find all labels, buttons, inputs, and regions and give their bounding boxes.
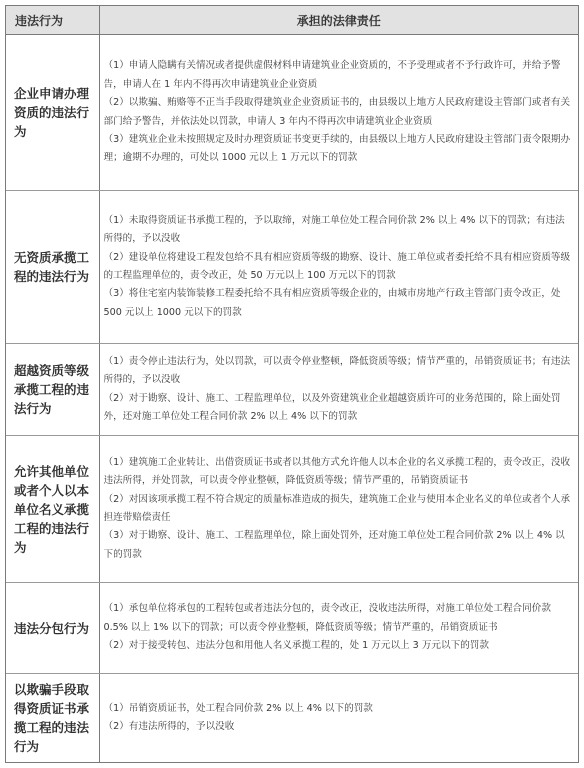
liability-cell [99, 344, 578, 436]
violation-cell: 无资质承揽工程的违法行为 [6, 191, 99, 344]
liability-clause: （2）对于勘察、设计、施工、工程监理单位，以及外资建筑业企业超越资质许可的业务范围的，除上面处罚外，还对施工单位处工程合同价款 2% 以上 4% 以下的罚款 [103, 392, 561, 422]
table-row [6, 344, 578, 436]
table-row [6, 191, 578, 344]
liability-table [6, 6, 578, 762]
liability-clause: （2）有违法所得的，予以没收 [103, 721, 235, 732]
table-row [6, 436, 578, 583]
liability-clause: （3）将住宅室内装饰装修工程委托给不具有相应资质等级企业的，由城市房地产行政主管部门责令改正，处 500 元以上 1000 元以下的罚款 [103, 288, 561, 318]
liability-clause: （2）建设单位将建设工程发包给不具有相应资质等级的勘察、设计、施工单位或者委托给不具有相应资质等级的工程监理单位的，责令改正，处 50 万元以上 100 万元以下的罚款 [103, 251, 571, 281]
liability-clause: （1）建筑施工企业转让、出借资质证书或者以其他方式允许他人以本企业的名义承揽工程的，责令改正，没收违法所得，并处罚款，可以责令停业整顿，降低资质等级；情节严重的，吊销资质证书 [103, 456, 571, 487]
violation-cell: 允许其他单位或者个人以本单位名义承揽工程的违法行为 [6, 436, 99, 583]
liability-clause: （1）责令停止违法行为，处以罚款，可以责令停业整顿，降低资质等级；情节严重的，吊销资质证书；有违法所得的，予以没收 [103, 355, 571, 386]
liability-clause: （1）承包单位将承包的工程转包或者违法分包的，责令改正，没收违法所得，对施工单位处工程合同价款 0.5% 以上 1% 以下的罚款；可以责令停业整顿，降低资质等级；情节严重的，吊销资质证书 [103, 603, 551, 633]
liability-clause: （1）申请人隐瞒有关情况或者提供虚假材料申请建筑业企业资质的，不予受理或者不予行政许可，并给予警告，申请人在 1 年内不得再次申请建筑业企业资质 [103, 60, 561, 90]
liability-clause: （3）建筑业企业未按照规定及时办理资质证书变更手续的，由县级以上地方人民政府建设主管部门责令限期办理；逾期不办理的，可处以 1000 元以上 1 万元以下的罚款 [103, 133, 571, 164]
liability-clause: （1）吊销资质证书，处工程合同价款 2% 以上 4% 以下的罚款 [103, 702, 373, 714]
violation-cell: 企业申请办理资质的违法行为 [6, 35, 99, 191]
header-liability: 承担的法律责任 [99, 6, 578, 35]
liability-cell [99, 35, 578, 191]
liability-cell [99, 583, 578, 674]
violation-cell: 违法分包行为 [6, 583, 99, 674]
liability-clause: （3）对于勘察、设计、施工、工程监理单位，除上面处罚外，还对施工单位处工程合同价款 2% 以上 4% 以下的罚款 [103, 530, 565, 560]
liability-clause: （2）对因该项承揽工程不符合规定的质量标准造成的损失，建筑施工企业与使用本企业名义的单位或者个人承担连带赔偿责任 [103, 493, 571, 523]
liability-cell [99, 191, 578, 344]
liability-table-container [5, 5, 579, 763]
liability-cell [99, 436, 578, 583]
table-row [6, 35, 578, 191]
table-header-row [6, 6, 578, 35]
violation-cell: 以欺骗手段取得资质证书承揽工程的违法行为 [6, 674, 99, 763]
table-row [6, 583, 578, 674]
table-row [6, 674, 578, 763]
violation-cell: 超越资质等级承揽工程的违法行为 [6, 344, 99, 436]
header-violation: 违法行为 [6, 6, 99, 35]
liability-clause: （1）未取得资质证书承揽工程的，予以取缔，对施工单位处工程合同价款 2% 以上 4% 以下的罚款；有违法所得的，予以没收 [103, 214, 565, 245]
liability-clause: （2）以欺骗、贿赂等不正当手段取得建筑业企业资质证书的，由县级以上地方人民政府建设主管部门或者有关部门给予警告，并依法处以罚款，申请人 3 年内不得再次申请建筑业企业资质 [103, 97, 571, 127]
liability-cell [99, 674, 578, 763]
liability-clause: （2）对于接受转包、违法分包和用他人名义承揽工程的，处 1 万元以上 3 万元以下的罚款 [103, 640, 489, 652]
